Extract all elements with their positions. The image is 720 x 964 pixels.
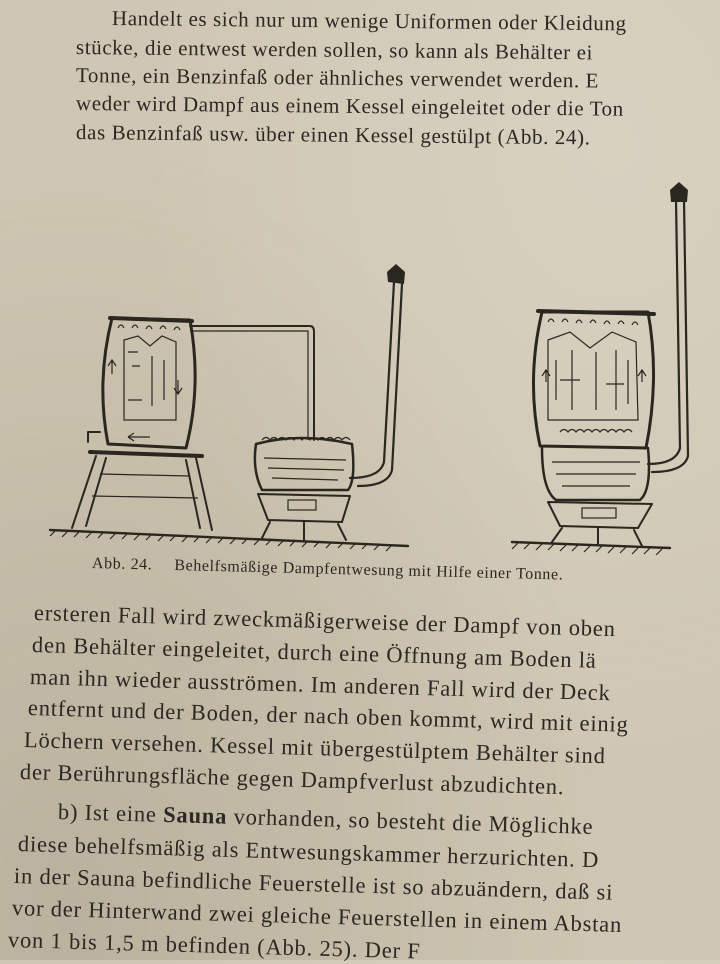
text-line: der Berührungsfläche gegen Dampfverlust abzudichten. — [19, 759, 565, 800]
sauna-keyword: Sauna — [162, 801, 228, 829]
text-line: man ihn wieder ausströmen. Im anderen Fall wird der Deck — [29, 664, 612, 706]
figure-label: Abb. 24. — [91, 555, 153, 574]
text-line: weder wird Dampf aus einem Kessel eingeleitet oder die Ton — [75, 91, 624, 121]
text-line: vor der Hinterwand zwei gleiche Feuerstellen in einem Abstan — [11, 895, 623, 938]
text-line: das Benzinfaß usw. über einen Kessel gestülpt (Abb. 24). — [75, 120, 591, 150]
text-line: den Behälter eingeleitet, durch eine Öffnung am Boden lä — [31, 632, 597, 673]
barrel-over-boiler-drawing — [533, 182, 688, 546]
figure-caption — [92, 555, 564, 585]
paragraph-prefix: b) Ist eine — [57, 799, 158, 827]
text-line: von 1 bis 1,5 m befinden (Abb. 25). Der F — [7, 927, 421, 964]
text-line: in der Sauna befindliche Feuerstelle ist so abzuändern, daß si — [13, 863, 614, 905]
barrel-on-stand-drawing — [72, 318, 314, 530]
figure-caption-text: Behelfsmäßige Dampfentwesung mit Hilfe einer Tonne. — [174, 557, 564, 584]
text-line: stücke, die entwest werden sollen, so kann als Behälter ei — [75, 35, 594, 65]
text-line: ersteren Fall wird zweckmäßigerweise der Dampf von oben — [33, 600, 617, 642]
text-line: Tonne, ein Benzinfaß oder ähnliches verwendet werden. E — [75, 63, 600, 93]
boiler-drawing — [255, 264, 405, 540]
text-line: Löchern versehen. Kessel mit übergestülptem Behälter sind — [23, 727, 607, 769]
text-line: Handelt es sich nur um wenige Uniformen oder Kleidung — [111, 6, 627, 36]
text-line: diese behelfsmäßig als Entwesungskammer herzurichten. D — [17, 831, 600, 873]
sauna-paragraph-first-line — [58, 800, 594, 839]
text-line: entfernt und der Boden, der nach oben kommt, wird mit einig — [27, 695, 629, 737]
steam-disinfection-illustration — [0, 170, 720, 555]
paragraph-continuation: vorhanden, so besteht die Möglichke — [233, 803, 594, 839]
